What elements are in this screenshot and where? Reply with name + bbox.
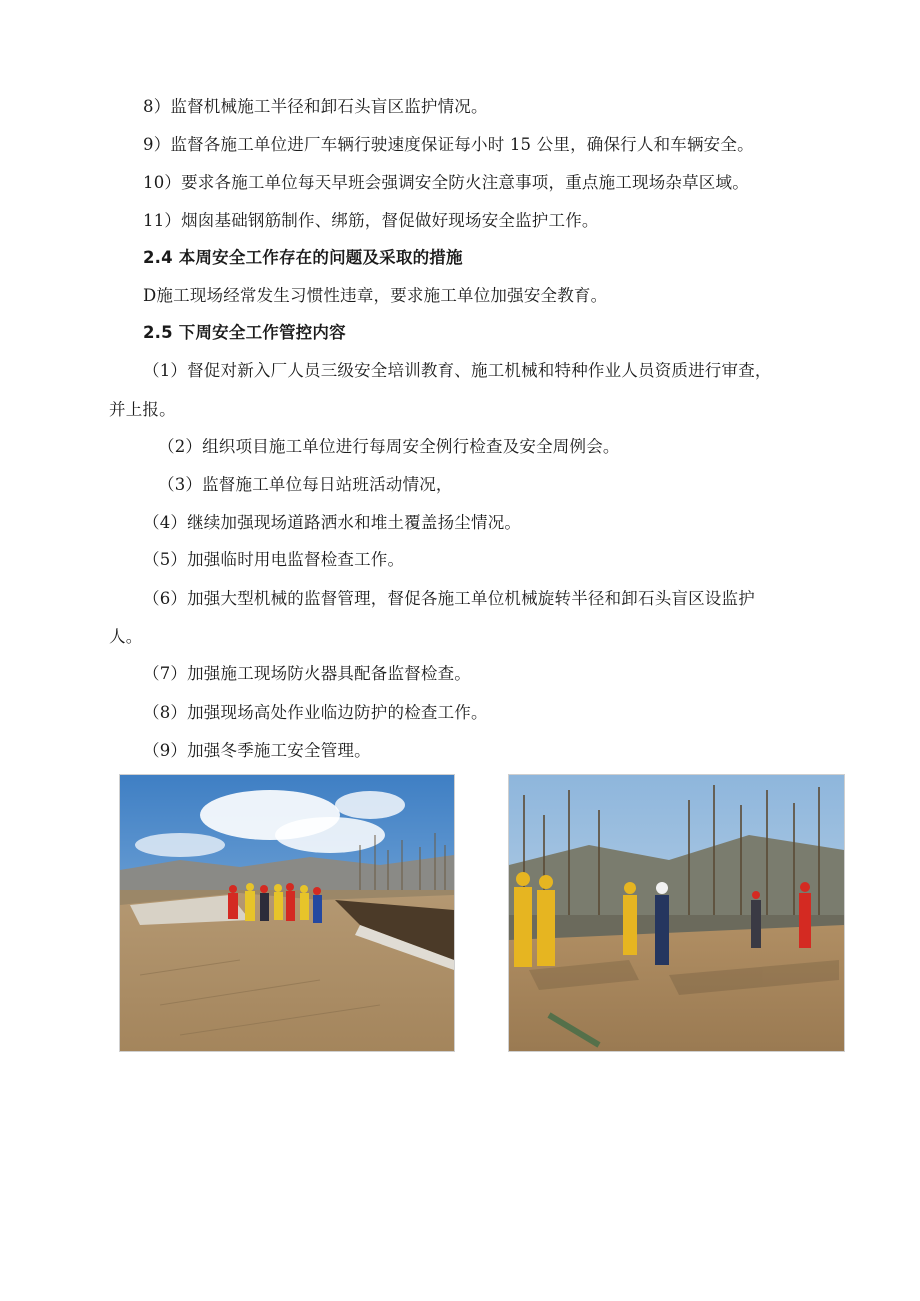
list-item-8: 8）监督机械施工半径和卸石头盲区监护情况。 — [143, 97, 488, 116]
section-2-4-body: D施工现场经常发生习惯性违章，要求施工单位加强安全教育。 — [143, 286, 608, 305]
site-photo-left — [119, 774, 455, 1052]
list-item-11: 11）烟囱基础钢筋制作、绑筋，督促做好现场安全监护工作。 — [143, 211, 599, 230]
plan-item-4: （4）继续加强现场道路洒水和堆土覆盖扬尘情况。 — [143, 513, 522, 532]
site-photo-right — [508, 774, 845, 1052]
plan-item-2: （2）组织项目施工单位进行每周安全例行检查及安全周例会。 — [158, 437, 620, 456]
plan-item-9: （9）加强冬季施工安全管理。 — [143, 741, 371, 760]
plan-item-3: （3）监督施工单位每日站班活动情况， — [158, 475, 453, 494]
plan-item-6-line-1: （6）加强大型机械的监督管理，督促各施工单位机械旋转半径和卸石头盲区设监护 — [143, 589, 755, 608]
plan-item-1-line-2: 并上报。 — [109, 400, 176, 419]
plan-item-5: （5）加强临时用电监督检查工作。 — [143, 550, 405, 569]
section-heading-2-5: 2.5 下周安全工作管控内容 — [143, 323, 346, 342]
plan-item-1-line-1: （1）督促对新入厂人员三级安全培训教育、施工机械和特种作业人员资质进行审查， — [143, 361, 772, 380]
list-item-9: 9）监督各施工单位进厂车辆行驶速度保证每小时 15 公里，确保行人和车辆安全。 — [143, 135, 754, 154]
list-item-10: 10）要求各施工单位每天早班会强调安全防火注意事项，重点施工现场杂草区域。 — [143, 173, 749, 192]
plan-item-6-line-2: 人。 — [109, 627, 143, 646]
plan-item-8: （8）加强现场高处作业临边防护的检查工作。 — [143, 703, 488, 722]
plan-item-7: （7）加强施工现场防火器具配备监督检查。 — [143, 664, 471, 683]
section-heading-2-4: 2.4 本周安全工作存在的问题及采取的措施 — [143, 248, 463, 267]
